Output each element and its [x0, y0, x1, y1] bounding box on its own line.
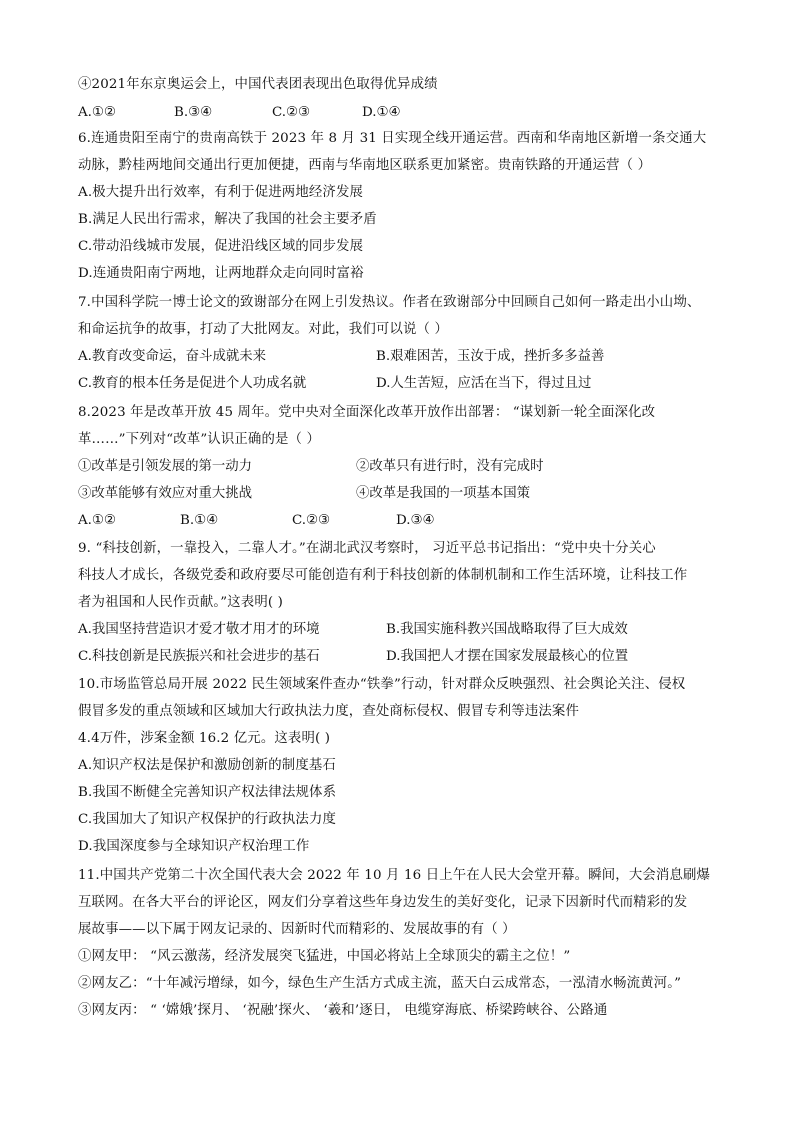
- q6-stem-line-1: 6.连通贵阳至南宁的贵南高铁于 2023 年 8 月 31 日实现全线开通运营。西南和华南地区新增一条交通大: [78, 131, 707, 146]
- q8-option-d: D.③④: [396, 513, 435, 528]
- q9-option-c: C.科技创新是民族振兴和社会进步的基石: [78, 649, 320, 664]
- q10-option-b: B.我国不断健全完善知识产权法律法规体系: [78, 785, 337, 800]
- q8-option-a: A.①②: [78, 513, 116, 528]
- q11-statement-2: ②网友乙：“十年减污增绿，如今，绿色生产生活方式成主流，蓝天白云成常态，一泓清水畅流黄河。”: [78, 976, 682, 991]
- q8-statement-1: ①改革是引领发展的第一动力: [78, 459, 253, 474]
- q9-option-a: A.我国坚持营造识才爱才敬才用才的环境: [78, 622, 320, 637]
- q8-stem-line-1: 8.2023 年是改革开放 45 周年。党中央对全面深化改革开放作出部署： “谋划新一轮全面深化改: [78, 405, 656, 420]
- q6-option-d: D.连通贵阳南宁两地，让两地群众走向同时富裕: [78, 266, 364, 281]
- q10-option-c: C.我国加大了知识产权保护的行政执法力度: [78, 812, 337, 827]
- q8-statement-4: ④改革是我国的一项基本国策: [356, 486, 531, 501]
- q7-stem-line-2: 和命运抗争的故事，打动了大批网友。对此，我们可以说（ ）: [78, 322, 449, 337]
- q11-stem-line-3: 展故事——以下属于网友记录的、因新时代而精彩的、发展故事的有（ ）: [78, 922, 516, 937]
- q10-option-a: A.知识产权法是保护和激励创新的制度基石: [78, 758, 336, 773]
- q9-stem-line-1: 9. “科技创新，一靠投入，二靠人才。”在湖北武汉考察时， 习近平总书记指出：“党中央十分关心: [78, 541, 656, 556]
- q7-option-b: B.艰难困苦，玉汝于成，挫折多多益善: [376, 349, 605, 364]
- q11-stem-line-1: 11.中国共产党第二十次全国代表大会 2022 年 10 月 16 日上午在人民大会堂开幕。瞬间，大会消息刷爆: [78, 868, 711, 883]
- q7-stem-line-1: 7.中国科学院一博士论文的致谢部分在网上引发热议。作者在致谢部分中回顾自己如何一路走出小山坳、: [78, 295, 701, 310]
- q10-stem-line-3: 4.4万件，涉案金额 16.2 亿元。这表明( ): [78, 731, 331, 746]
- q6-option-b: B.满足人民出行需求，解决了我国的社会主要矛盾: [78, 212, 377, 227]
- q8-option-b: B.①④: [180, 513, 219, 528]
- q5-option-d: D.①④: [362, 105, 401, 120]
- q5-option-a: A.①②: [78, 105, 116, 120]
- q10-option-d: D.我国深度参与全球知识产权治理工作: [78, 839, 310, 854]
- q5-statement-4: ④2021年东京奥运会上，中国代表团表现出色取得优异成绩: [78, 77, 438, 92]
- q8-stem-line-2: 革……”下列对“改革”认识正确的是（ ）: [78, 432, 321, 447]
- q8-option-c: C.②③: [292, 513, 331, 528]
- q9-stem-line-3: 者为祖国和人民作贡献。”这表明( ): [78, 595, 284, 610]
- q10-stem-line-1: 10.市场监管总局开展 2022 民生领域案件查办“铁拳”行动，针对群众反映强烈、社会舆论关注、侵权: [78, 677, 686, 692]
- q9-stem-line-2: 科技人才成长，各级党委和政府要尽可能创造有利于科技创新的体制机制和工作生活环境，让科技工作: [78, 568, 688, 583]
- q9-option-d: D.我国把人才摆在国家发展最核心的位置: [386, 649, 629, 664]
- q7-option-a: A.教育改变命运，奋斗成就未来: [78, 349, 267, 364]
- q11-statement-3: ③网友丙： “ ‘嫦娥’探月、 ‘祝融’探火、 ‘羲和’逐日， 电缆穿海底、桥梁跨峡谷、公路通: [78, 1003, 608, 1018]
- q8-statement-2: ②改革只有进行时，没有完成时: [356, 459, 544, 474]
- q6-option-c: C.带动沿线城市发展，促进沿线区域的同步发展: [78, 239, 364, 254]
- q5-option-b: B.③④: [174, 105, 213, 120]
- q6-option-a: A.极大提升出行效率，有利于促进两地经济发展: [78, 185, 364, 200]
- q5-option-c: C.②③: [272, 105, 311, 120]
- q11-statement-1: ①网友甲： “风云激荡，经济发展突飞猛进，中国必将站上全球顶尖的霸主之位！”: [78, 949, 571, 964]
- q8-statement-3: ③改革能够有效应对重大挑战: [78, 486, 253, 501]
- q6-stem-line-2: 动脉，黔桂两地间交通出行更加便捷，西南与华南地区联系更加紧密。贵南铁路的开通运营（ ）: [78, 158, 652, 173]
- q10-stem-line-2: 假冒多发的重点领域和区域加大行政执法力度，查处商标侵权、假冒专利等违法案件: [78, 704, 580, 719]
- q11-stem-line-2: 互联网。在各大平台的评论区，网友们分享着这些年身边发生的美好变化，记录下因新时代而精彩的发: [78, 895, 688, 910]
- q9-option-b: B.我国实施科教兴国战略取得了巨大成效: [386, 622, 628, 637]
- q7-option-d: D.人生苦短，应活在当下，得过且过: [376, 376, 592, 391]
- q7-option-c: C.教育的根本任务是促进个人功成名就: [78, 376, 307, 391]
